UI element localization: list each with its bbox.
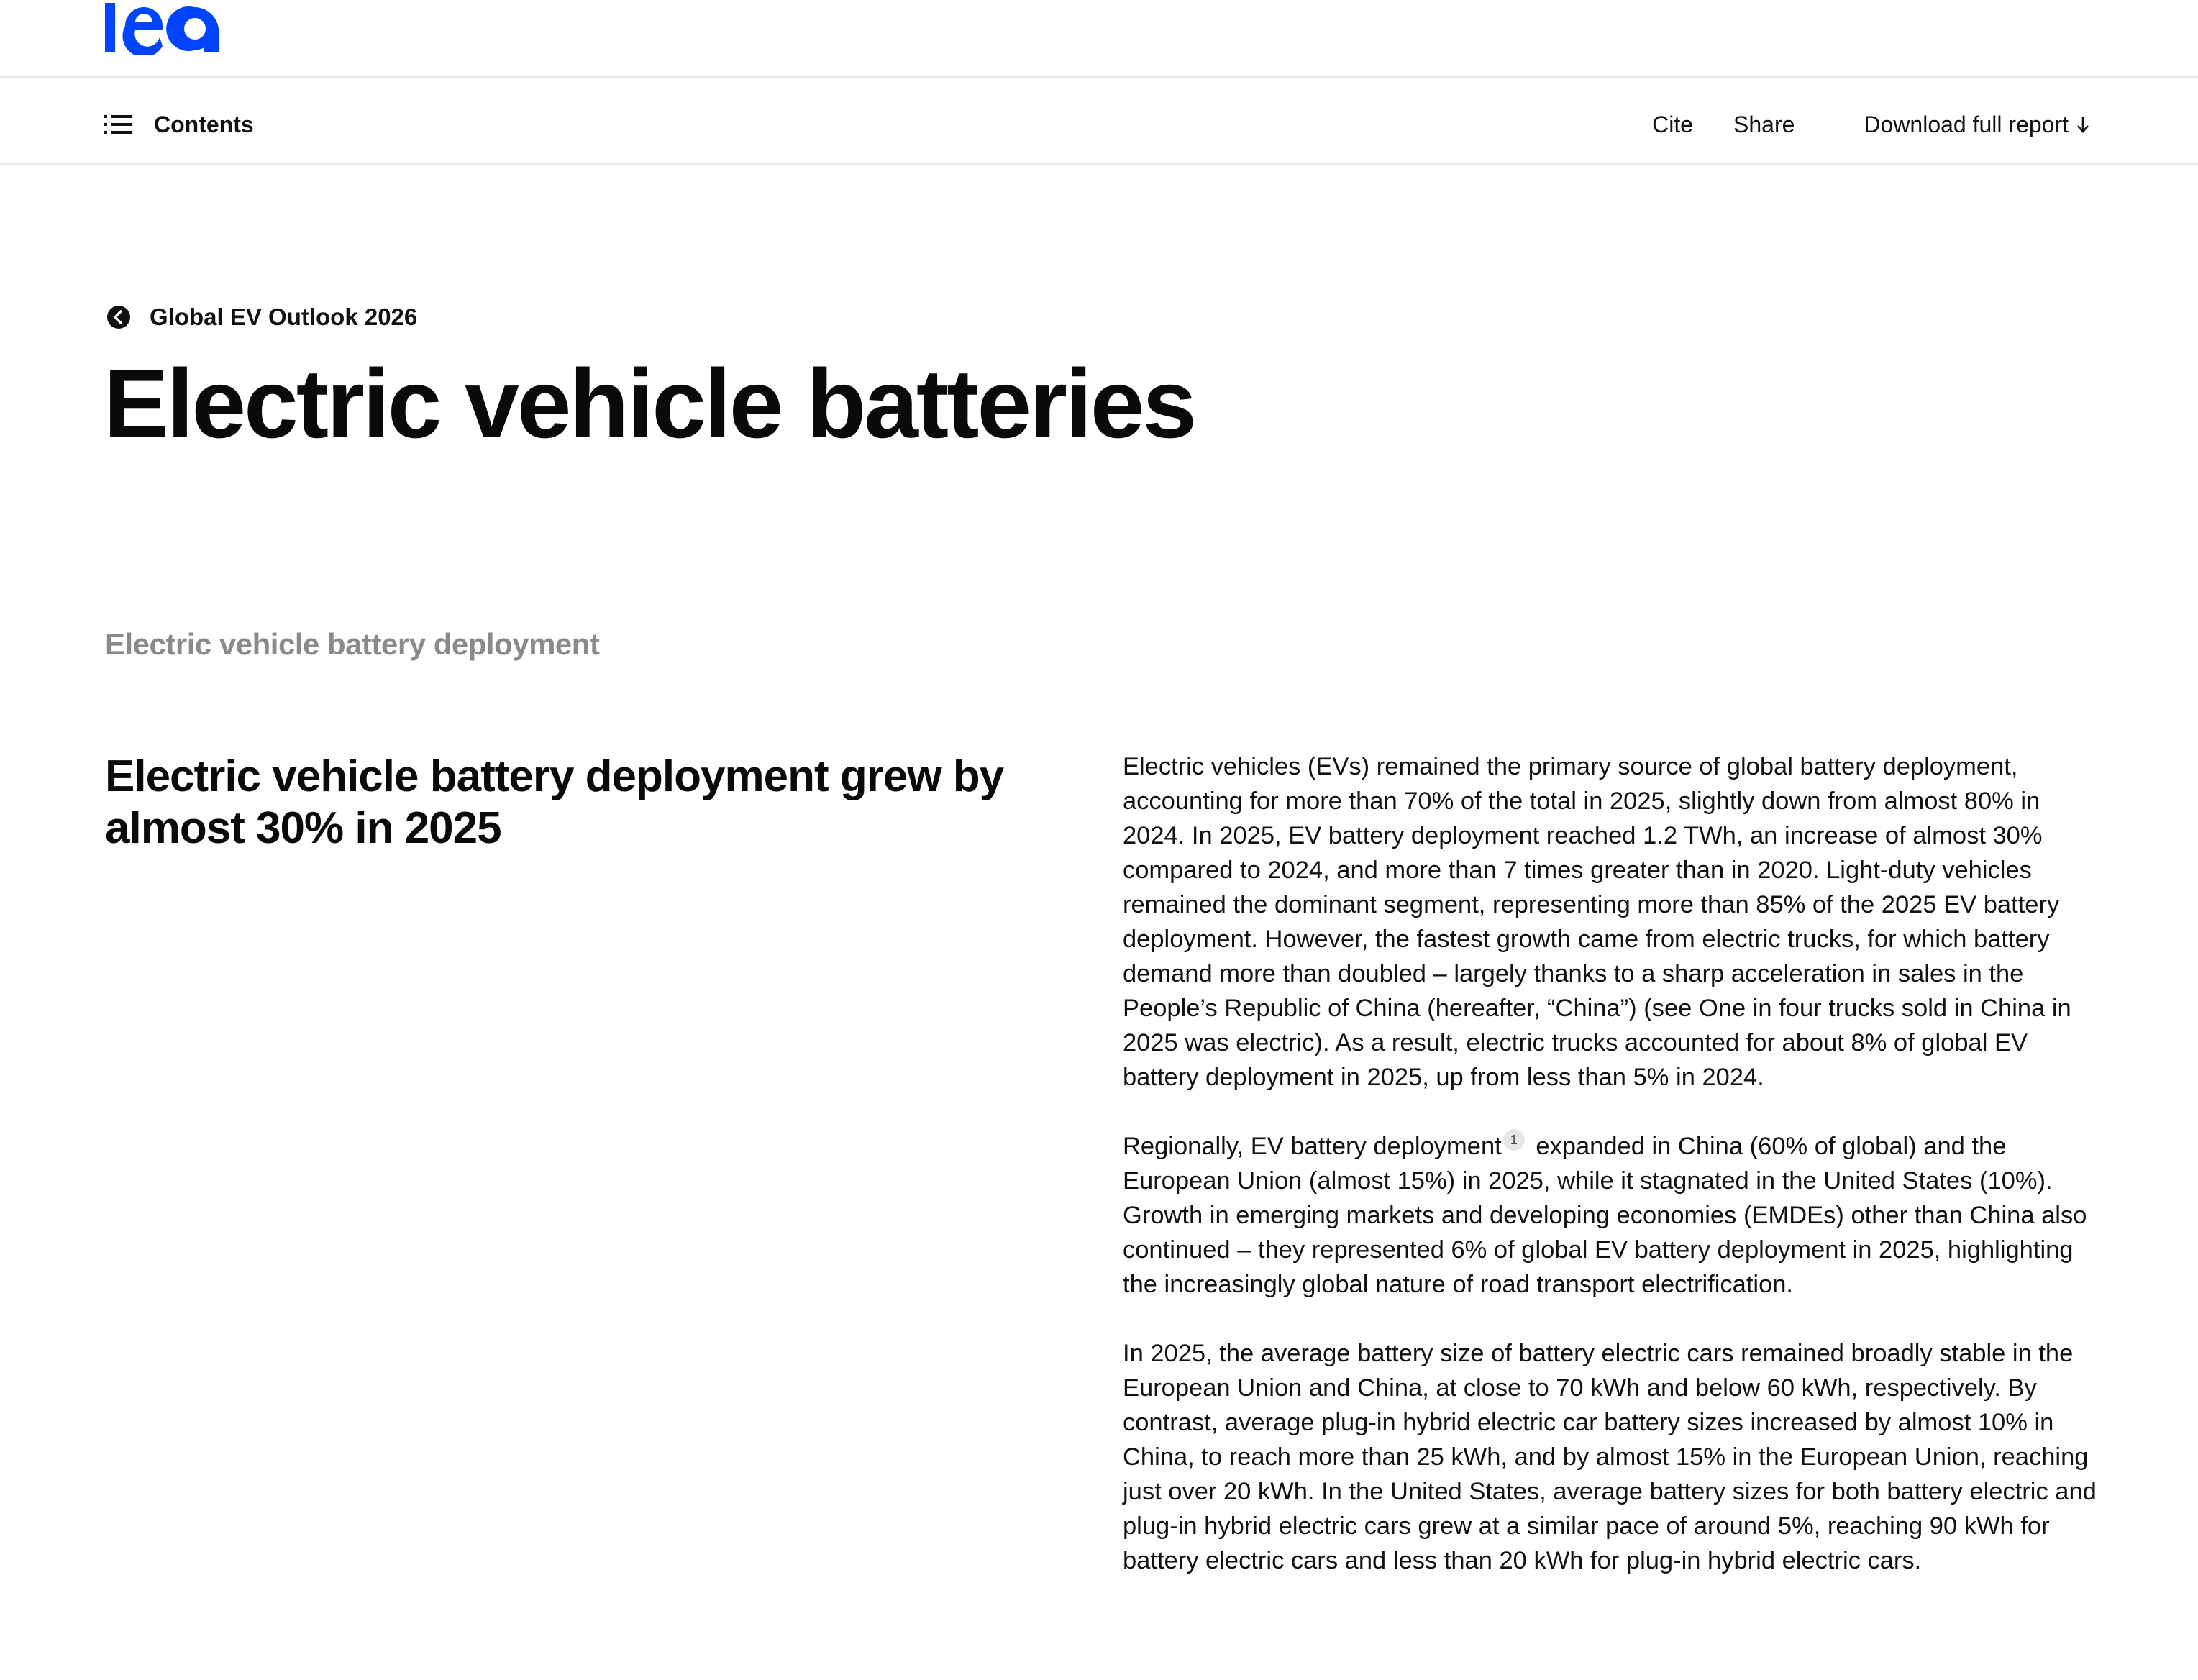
arrow-down-icon [2076,115,2090,134]
iea-logo[interactable] [104,0,222,55]
body-paragraph-3: In 2025, the average battery size of battery electric cars remained broadly stable in the European Union and China, at close to 70 kWh and below 60 kWh, respectively. By contrast, average plug-in hybrid electric car battery sizes increased by almost 10% in China, to reach more than 25 kWh, and by almost 15% in the European Union, reaching just over 20 kWh. In the United States, average battery sizes for both battery electric and plug-in hybrid electric cars grew at a similar pace of around 5%, reaching 90 kWh for battery electric cars and less than 20 kWh for plug-in hybrid electric cars. [1123,1340,2097,1574]
top-header [0,0,2198,78]
cite-link[interactable]: Cite [1652,111,1694,137]
footnote-marker[interactable]: 1 [1503,1129,1525,1151]
page-title: Electric vehicle batteries [104,349,1195,458]
section-label: Electric vehicle battery deployment [105,627,600,661]
nav-actions [1652,106,2090,142]
breadcrumb-label: Global EV Outlook 2026 [150,303,418,330]
breadcrumb-back-link[interactable] [106,303,417,331]
chevron-left-circle-icon [106,305,131,329]
download-report-link[interactable] [1864,111,2090,138]
paragraph-2-lead: Regionally, EV battery deployment [1123,1133,1502,1160]
share-link[interactable]: Share [1733,111,1795,137]
article-body [1123,749,2101,1612]
body-paragraph-2 [1123,1129,2101,1302]
contents-label: Contents [154,111,254,137]
body-paragraph-1: Electric vehicles (EVs) remained the primary source of global battery deployment, accounting for more than 70% of the total in 2025, slightly down from almost 80% in 2024. In 2025, EV battery deployment reached 1.2 TWh, an increase of almost 30% compared to 2024, and more than 7 times greater than in 2020. Light-duty vehicles remained the dominant segment, representing more than 85% of the 2025 EV battery deployment. However, the fastest growth came from electric trucks, for which battery demand more than doubled – largely thanks to a sharp acceleration in sales in the People’s Republic of China (hereafter, “China”) (see One in four trucks sold in China in 2025 was electric). As a result, electric trucks accounted for about 8% of global EV battery deployment in 2025, up from less than 5% in 2024. [1123,753,2071,1091]
contents-button[interactable] [104,106,254,142]
list-icon [104,114,132,134]
download-label: Download full report [1864,111,2069,137]
lead-heading: Electric vehicle battery deployment grew by almost 30% in 2025 [105,752,1004,853]
report-navbar [0,78,2198,165]
paragraph-2-rest: expanded in China (60% of global) and the European Union (almost 15%) in 2025, while it stagnated in the United States (10%). Growth in emerging markets and developing economies (EMDEs) other than China also continued – they represented 6% of global EV battery deployment in 2025, highlighting the increasingly global nature of road transport electrification. [1123,1133,2087,1298]
